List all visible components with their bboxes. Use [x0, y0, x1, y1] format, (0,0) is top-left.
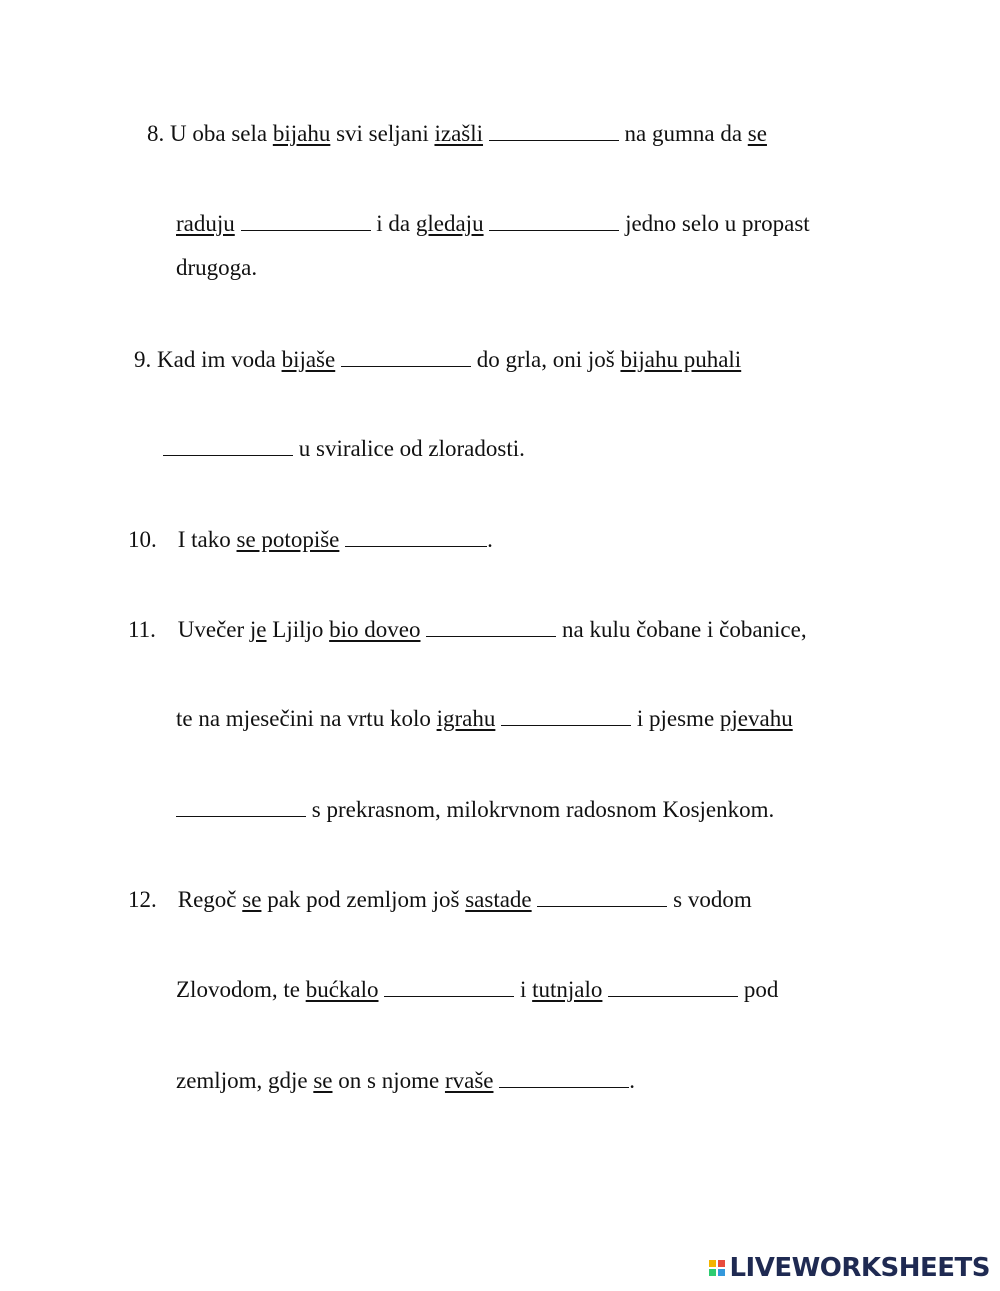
answer-blank[interactable] [499, 1065, 629, 1088]
underlined-verb: bio doveo [329, 617, 421, 642]
item-8-line-2: raduju i da gledaju jedno selo u propast [176, 208, 810, 238]
item-8-line-1: 8. U oba sela bijahu svi seljani izašli na gumna da se [147, 118, 767, 148]
underlined-verb: igrahu [436, 706, 496, 731]
item-12-line-2: Zlovodom, te bućkalo i tutnjalo pod [176, 974, 778, 1004]
logo-icon [709, 1260, 725, 1276]
item-12-line-3: zemljom, gdje se on s njome rvaše . [176, 1065, 635, 1095]
underlined-verb: bijahu [272, 121, 331, 146]
answer-blank[interactable] [537, 884, 667, 907]
underlined-verb: tutnjalo [532, 977, 603, 1002]
underlined-verb: se [242, 887, 262, 912]
underlined-verb: sastade [465, 887, 532, 912]
answer-blank[interactable] [163, 433, 293, 456]
answer-blank[interactable] [241, 208, 371, 231]
answer-blank[interactable] [341, 344, 471, 367]
liveworksheets-logo[interactable] [709, 1253, 990, 1283]
item-number: 11. [128, 617, 156, 642]
underlined-verb: se [313, 1068, 333, 1093]
item-10-line-1: 10. I tako se potopiše . [128, 524, 493, 554]
item-12-line-1: 12. Regoč se pak pod zemljom još sastade s vodom [128, 884, 752, 914]
answer-blank[interactable] [176, 794, 306, 817]
underlined-verb: bijahu puhali [620, 347, 742, 372]
underlined-verb: bućkalo [305, 977, 379, 1002]
answer-blank[interactable] [384, 974, 514, 997]
underlined-verb: pjevahu [719, 706, 793, 731]
item-9-line-1: 9. Kad im voda bijaše do grla, oni još bijahu puhali [134, 344, 741, 374]
underlined-verb: izašli [434, 121, 484, 146]
answer-blank[interactable] [426, 614, 556, 637]
underlined-verb: je [249, 617, 267, 642]
item-11-line-2: te na mjesečini na vrtu kolo igrahu i pjesme pjevahu [176, 703, 793, 733]
item-number: 10. [128, 527, 157, 552]
underlined-verb: bijaše [281, 347, 336, 372]
underlined-verb: rvaše [444, 1068, 494, 1093]
answer-blank[interactable] [489, 118, 619, 141]
item-9-line-2: u sviralice od zloradosti. [163, 433, 525, 463]
answer-blank[interactable] [345, 524, 487, 547]
underlined-verb: raduju [176, 211, 235, 236]
answer-blank[interactable] [501, 703, 631, 726]
item-11-line-3: s prekrasnom, milokrvnom radosnom Kosjenkom. [176, 794, 774, 824]
item-number: 8. [147, 121, 165, 146]
answer-blank[interactable] [608, 974, 738, 997]
item-number: 12. [128, 887, 157, 912]
item-11-line-1: 11. Uvečer je Ljiljo bio doveo na kulu čobane i čobanice, [128, 614, 807, 644]
underlined-verb: gledaju [415, 211, 484, 236]
underlined-verb: se [747, 121, 767, 146]
answer-blank[interactable] [489, 208, 619, 231]
logo-text: LIVEWORKSHEETS [729, 1253, 990, 1283]
underlined-verb: se potopiše [236, 527, 340, 552]
item-8-line-3: drugoga. [176, 255, 258, 280]
item-number: 9. [134, 347, 152, 372]
